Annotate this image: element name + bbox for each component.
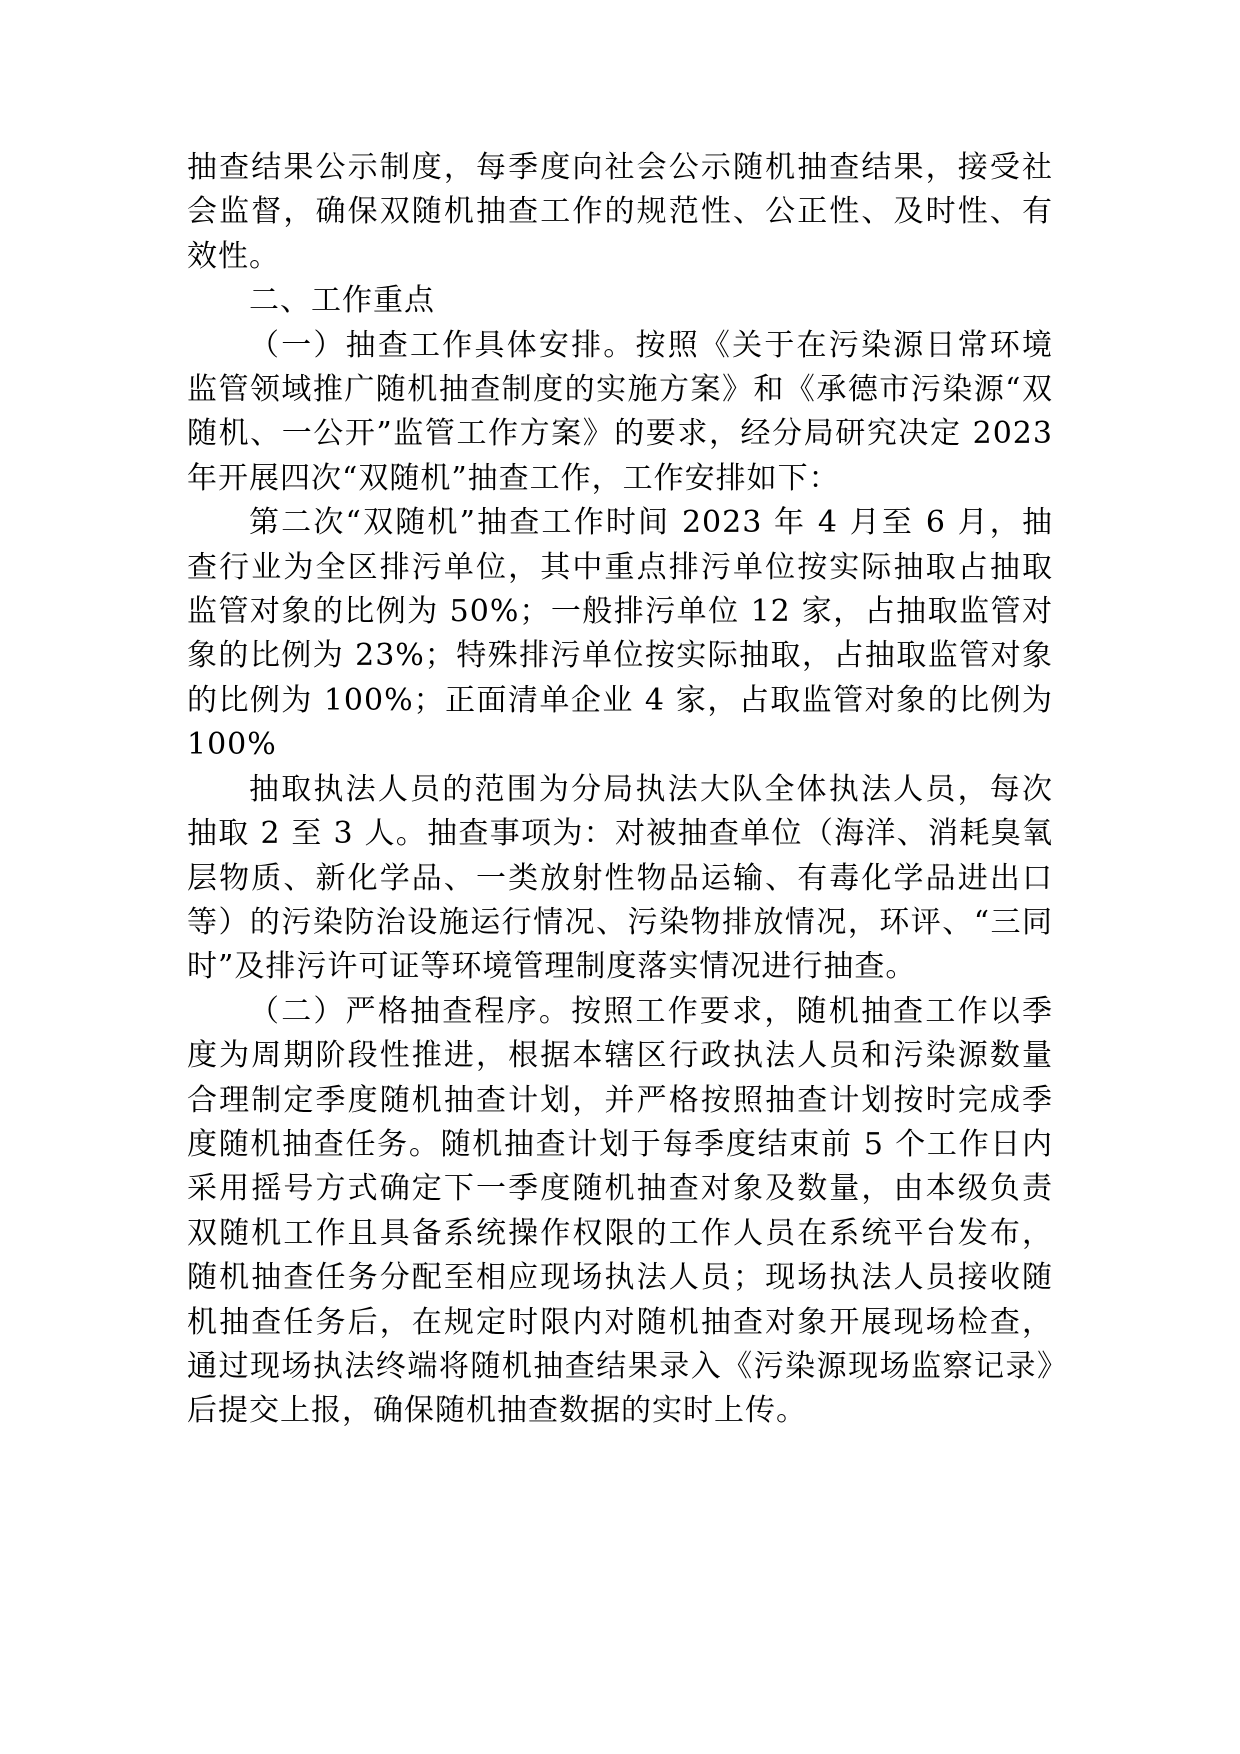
document-body — [187, 146, 1053, 1434]
paragraph-second-round: 第二次“双随机”抽查工作时间 2023 年 4 月至 6 月，抽查行业为全区排污单位，其中重点排污单位按实际抽取占抽取监管对象的比例为 50%；一般排污单位 12 家，占抽取监管对象的比例为 23%；特殊排污单位按实际抽取，占抽取监管对象的比例为 100%；正面清单企业 4 家，占取监管对象的比例为 100% — [187, 505, 1053, 763]
paragraph-continuation: 抽查结果公示制度，每季度向社会公示随机抽查结果，接受社会监督，确保双随机抽查工作的规范性、公正性、及时性、有效性。 — [187, 150, 1053, 274]
paragraph-strict-procedure: （二）严格抽查程序。按照工作要求，随机抽查工作以季度为周期阶段性推进，根据本辖区行政执法人员和污染源数量合理制定季度随机抽查计划，并严格按照抽查计划按时完成季度随机抽查任务。随机抽查计划于每季度结束前 5 个工作日内采用摇号方式确定下一季度随机抽查对象及数量，由本级负责双随机工作且具备系统操作权限的工作人员在系统平台发布，随机抽查任务分配至相应现场执法人员；现场执法人员接收随机抽查任务后，在规定时限内对随机抽查对象开展现场检查，通过现场执法终端将随机抽查结果录入《污染源现场监察记录》后提交上报，确保随机抽查数据的实时上传。 — [187, 993, 1053, 1429]
paragraph-inspectors-scope: 抽取执法人员的范围为分局执法大队全体执法人员，每次抽取 2 至 3 人。抽查事项为：对被抽查单位（海洋、消耗臭氧层物质、新化学品、一类放射性物品运输、有毒化学品进出口等）的污染防治设施运行情况、污染物排放情况，环评、“三同时”及排污许可证等环境管理制度落实情况进行抽查。 — [187, 771, 1053, 985]
section-heading-work-focus: 二、工作重点 — [249, 283, 435, 319]
paragraph-inspection-arrangement: （一）抽查工作具体安排。按照《关于在污染源日常环境监管领域推广随机抽查制度的实施方案》和《承德市污染源“双随机、一公开”监管工作方案》的要求，经分局研究决定 2023 年开展四次“双随机”抽查工作，工作安排如下： — [187, 327, 1053, 496]
